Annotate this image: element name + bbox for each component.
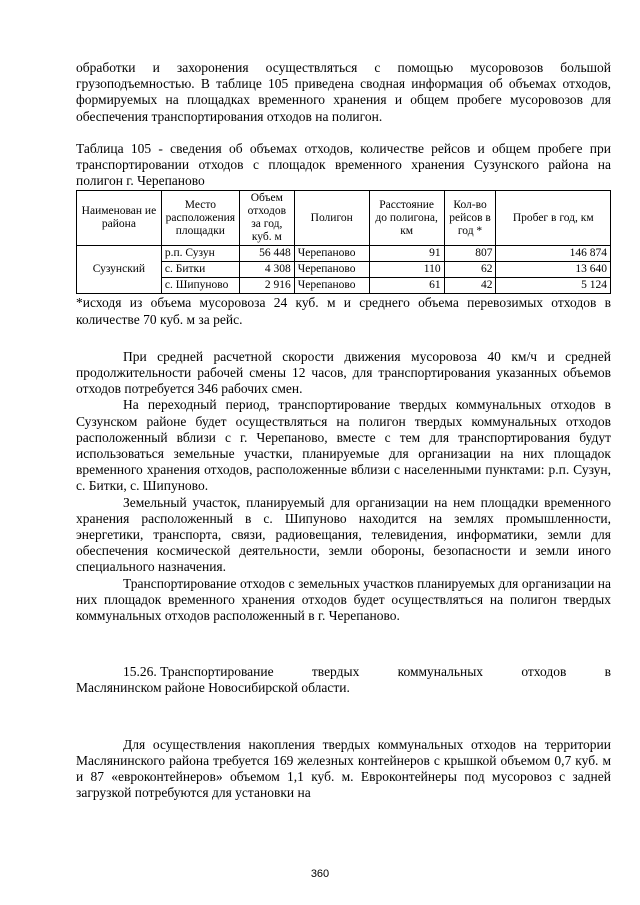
page-content	[76, 60, 611, 802]
mileage-cell: 13 640	[496, 262, 611, 278]
heading-word: 15.26. Транспортирование	[123, 664, 274, 680]
distance-cell: 91	[369, 246, 444, 262]
volume-cell: 4 308	[239, 262, 294, 278]
trips-cell: 807	[444, 246, 496, 262]
header-volume: Объем отходов за год, куб. м	[239, 191, 294, 246]
paragraph-transition-period: На переходный период, транспортирование твердых коммунальных отходов в Сузунском районе будет осуществляться на полигон твердых коммунальных отходов расположенный вблизи с г. Черепаново, вместе с тем для транспортирования будут использоваться земельные участки, планируемые для организации на них площадок временного хранения отходов, расположенные вблизи с населенными пунктами: р.п. Сузун, с. Битки, с. Шипуново.	[76, 397, 611, 494]
paragraph-land-plot: Земельный участок, планируемый для организации на нем площадки временного хранения расположенный в с. Шипуново находится на землях промышленности, энергетики, транспорта, связи, радиовещания, телевидения, информатики, земли для обеспечения космической деятельности, земли обороны, безопасности и земли иного специального назначения.	[76, 494, 611, 575]
heading-word: твердых	[311, 664, 360, 680]
table-footnote: *исходя из объема мусоровоза 24 куб. м и среднего объема перевозимых отходов в количестве 70 куб. м за рейс.	[76, 295, 611, 327]
landfill-cell: Черепаново	[294, 262, 369, 278]
landfill-cell: Черепаново	[294, 278, 369, 294]
waste-transport-table	[76, 190, 611, 294]
header-distance: Расстояние до полигона, км	[369, 191, 444, 246]
header-trips: Кол-во рейсов в год *	[444, 191, 496, 246]
distance-cell: 110	[369, 262, 444, 278]
paragraph-intro: обработки и захоронения осуществляться с помощью мусоровозов большой грузоподъемностью. В таблице 105 приведена сводная информация об объемах отходов, формируемых на площадках временного хранения и общем пробеге мусоровозов для обеспечения транспортирования отходов на полигон.	[76, 60, 611, 124]
site-cell: р.п. Сузун	[161, 246, 239, 262]
district-cell: Сузунский	[77, 246, 162, 294]
heading-word: в	[604, 664, 611, 680]
section-heading-line1	[123, 664, 611, 680]
mileage-cell: 5 124	[496, 278, 611, 294]
header-mileage: Пробег в год, км	[496, 191, 611, 246]
volume-cell: 56 448	[239, 246, 294, 262]
volume-cell: 2 916	[239, 278, 294, 294]
section-heading	[76, 664, 611, 696]
heading-word: коммунальных	[397, 664, 484, 680]
landfill-cell: Черепаново	[294, 246, 369, 262]
table-row	[77, 246, 611, 262]
mileage-cell: 146 874	[496, 246, 611, 262]
site-cell: с. Шипуново	[161, 278, 239, 294]
paragraph-shifts: При средней расчетной скорости движения мусоровоза 40 км/ч и средней продолжительности рабочей смены 12 часов, для транспортирования указанных объемов отходов потребуется 346 рабочих смен.	[76, 348, 611, 397]
heading-word: отходов	[521, 664, 567, 680]
header-district: Наименован ие района	[77, 191, 162, 246]
table-caption: Таблица 105 - сведения об объемах отходов, количестве рейсов и общем пробеге при транспортировании отходов с площадок временного хранения Сузунского района на полигон г. Черепаново	[76, 140, 611, 189]
section-heading-line2: Маслянинском районе Новосибирской области.	[76, 680, 350, 696]
page-number: 360	[310, 868, 330, 880]
header-site: Место расположения площадки	[161, 191, 239, 246]
site-cell: с. Битки	[161, 262, 239, 278]
header-landfill: Полигон	[294, 191, 369, 246]
table-header-row	[77, 191, 611, 246]
paragraph-maslyanino: Для осуществления накопления твердых коммунальных отходов на территории Маслянинского района требуется 169 железных контейнеров с крышкой объемом 0,7 куб. м и 87 «евроконтейнеров» объемом 1,1 куб. м. Евроконтейнеры под мусоровоз с задней загрузкой потребуются для установки на	[76, 736, 611, 801]
trips-cell: 42	[444, 278, 496, 294]
trips-cell: 62	[444, 262, 496, 278]
distance-cell: 61	[369, 278, 444, 294]
paragraph-transport: Транспортирование отходов с земельных участков планируемых для организации на них площадок временного хранения отходов будет осуществляться на полигон твердых коммунальных отходов расположенный в г. Черепаново.	[76, 575, 611, 624]
